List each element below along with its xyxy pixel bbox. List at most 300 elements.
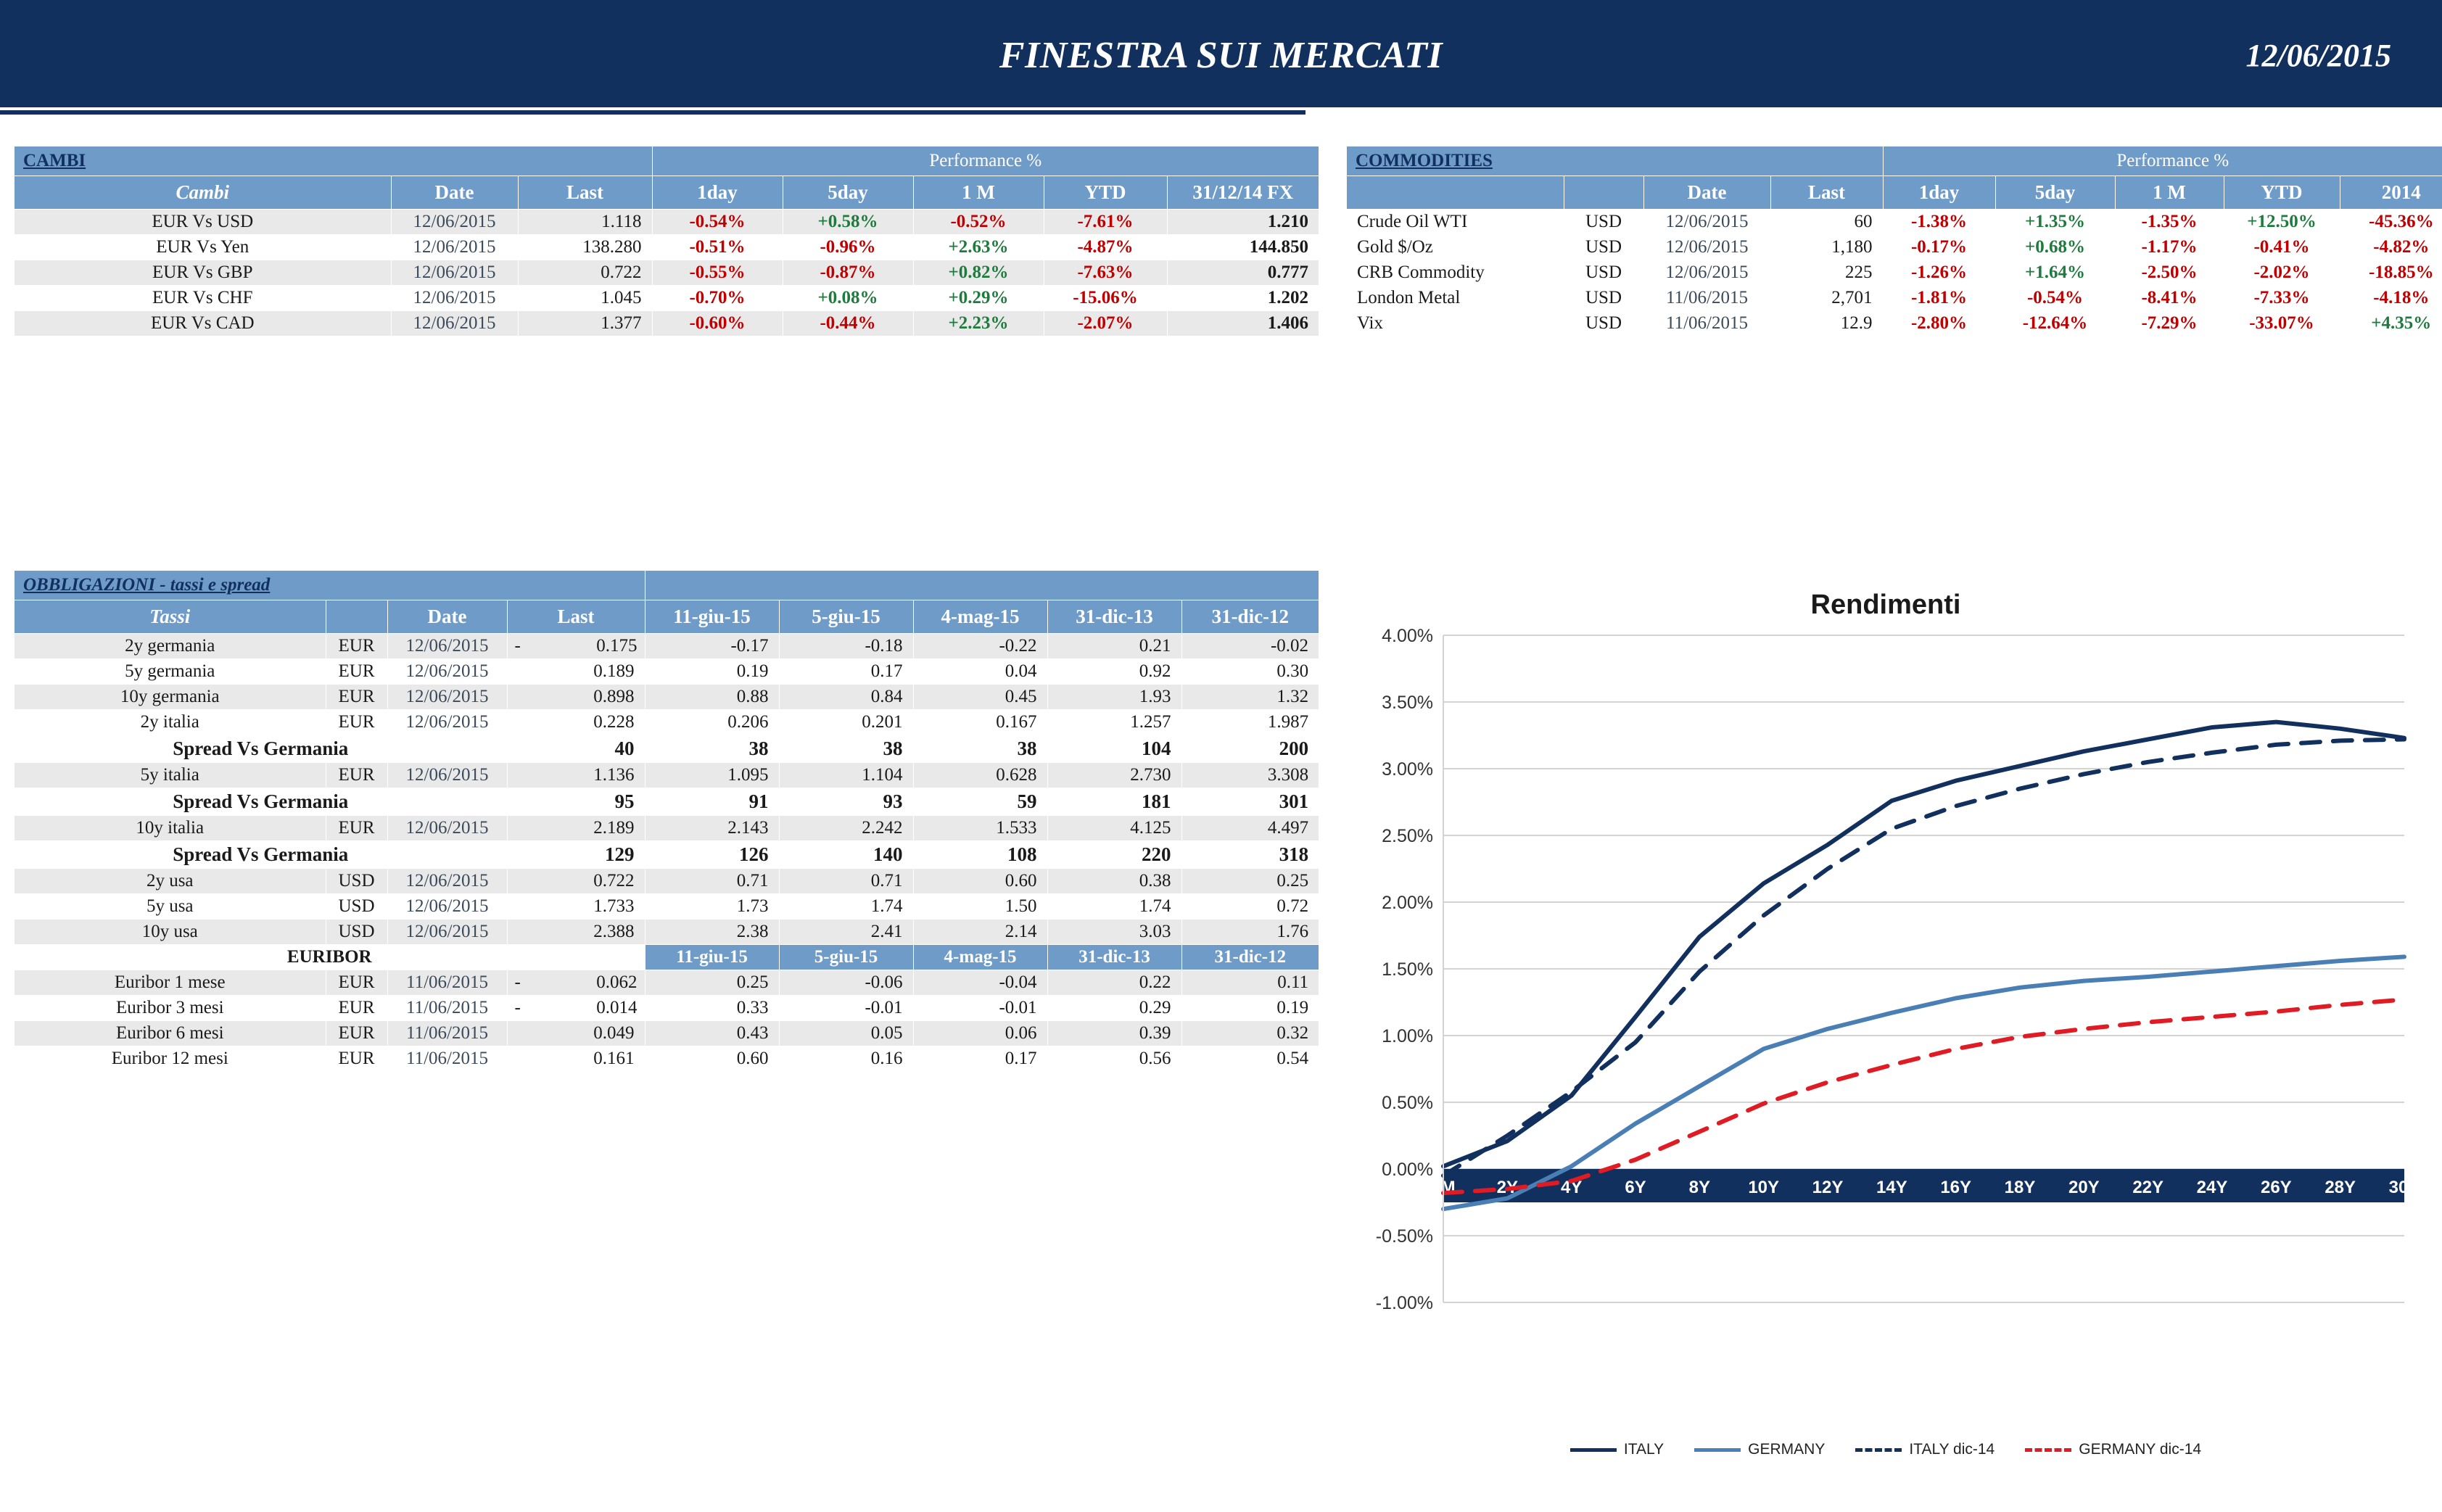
svg-text:24Y: 24Y — [2196, 1178, 2228, 1197]
cambi-row-name: EUR Vs USD — [14, 210, 391, 235]
spread-label: Spread Vs Germania — [14, 788, 507, 816]
obb-row-date: 12/06/2015 — [387, 869, 507, 894]
svg-text:26Y: 26Y — [2260, 1178, 2292, 1197]
cambi-row-1m: +0.82% — [913, 260, 1044, 286]
chart-canvas — [1345, 621, 2426, 1433]
legend-swatch-germany — [1694, 1448, 1741, 1452]
commodity-last: 2,701 — [1770, 286, 1883, 311]
cambi-col-name: Cambi — [14, 176, 391, 210]
cambi-row-fx: 1.406 — [1167, 311, 1319, 337]
obb-row-c1: -0.17 — [645, 634, 779, 659]
obb-row-c1: 0.206 — [645, 710, 779, 735]
obb-row-ccy: USD — [326, 894, 387, 920]
euribor-row-c2: 0.05 — [779, 1021, 913, 1046]
commodity-2014: -45.36% — [2340, 210, 2442, 235]
commodities-header-row — [1346, 176, 2442, 210]
euribor-row-c3: -0.04 — [913, 970, 1047, 996]
svg-text:2.00%: 2.00% — [1382, 893, 1433, 913]
table-row — [14, 970, 1319, 996]
svg-text:0.00%: 0.00% — [1382, 1160, 1433, 1180]
spread-c3: 38 — [913, 735, 1047, 763]
euribor-row-c5: 0.11 — [1181, 970, 1319, 996]
commodity-5day: -12.64% — [1995, 311, 2115, 337]
cambi-row-fx: 0.777 — [1167, 260, 1319, 286]
obb-row-c4: 3.03 — [1047, 920, 1181, 945]
table-row — [14, 816, 1319, 841]
euribor-row-c2: 0.16 — [779, 1046, 913, 1073]
euribor-row-ccy: EUR — [326, 970, 387, 996]
table-row — [14, 1046, 1319, 1073]
obb-row-c5: 1.987 — [1181, 710, 1319, 735]
euribor-row-sign: - — [514, 998, 521, 1017]
obb-row-name: 10y italia — [14, 816, 326, 841]
cambi-row-last: 0.722 — [518, 260, 652, 286]
obb-row-c4: 0.38 — [1047, 869, 1181, 894]
obb-row-last: 0.228 — [507, 710, 645, 735]
svg-text:4.00%: 4.00% — [1382, 626, 1433, 646]
cambi-row-name: EUR Vs CAD — [14, 311, 391, 337]
obb-row-name: 2y usa — [14, 869, 326, 894]
obb-row-c5: 1.32 — [1181, 685, 1319, 710]
obb-row-c5: 0.30 — [1181, 659, 1319, 685]
table-row — [14, 996, 1319, 1021]
obb-row-c3: 2.14 — [913, 920, 1047, 945]
commodity-last: 1,180 — [1770, 235, 1883, 260]
cambi-row-fx: 1.210 — [1167, 210, 1319, 235]
cambi-row-date: 12/06/2015 — [391, 260, 518, 286]
legend-item-italy-dic14 — [1855, 1441, 1995, 1458]
svg-text:4Y: 4Y — [1560, 1178, 1583, 1197]
euribor-row-c4: 0.22 — [1047, 970, 1181, 996]
commodity-1m: -8.41% — [2115, 286, 2224, 311]
obbligazioni-section — [13, 569, 1319, 1073]
euribor-row-name: Euribor 3 mesi — [14, 996, 326, 1021]
euribor-row-c4: 0.29 — [1047, 996, 1181, 1021]
obb-row-c1: 0.88 — [645, 685, 779, 710]
cambi-col-date: Date — [391, 176, 518, 210]
cambi-col-ytd: YTD — [1044, 176, 1167, 210]
table-row — [14, 920, 1319, 945]
svg-text:3.00%: 3.00% — [1382, 759, 1433, 780]
legend-item-germany-dic14 — [2025, 1441, 2201, 1458]
obb-row-c4: 0.21 — [1047, 634, 1181, 659]
commodity-ccy: USD — [1564, 260, 1643, 286]
commodities-col-5day: 5day — [1995, 176, 2115, 210]
obb-row-c2: -0.18 — [779, 634, 913, 659]
commodity-ccy: USD — [1564, 311, 1643, 337]
legend-label-germany-dic14: GERMANY dic-14 — [2079, 1441, 2202, 1458]
header-date: 12/06/2015 — [2245, 37, 2391, 73]
cambi-row-ytd: -4.87% — [1044, 235, 1167, 260]
commodities-col-ccy — [1564, 176, 1643, 210]
obb-row-c2: 0.84 — [779, 685, 913, 710]
svg-text:14Y: 14Y — [1876, 1178, 1907, 1197]
spread-last: 95 — [507, 788, 645, 816]
cambi-row-date: 12/06/2015 — [391, 210, 518, 235]
spread-c2: 38 — [779, 735, 913, 763]
commodity-last: 60 — [1770, 210, 1883, 235]
obb-row-c2: 1.74 — [779, 894, 913, 920]
obb-row-date: 12/06/2015 — [387, 685, 507, 710]
cambi-row-name: EUR Vs CHF — [14, 286, 391, 311]
commodity-name: Gold $/Oz — [1346, 235, 1564, 260]
table-row — [1346, 286, 2442, 311]
svg-text:8Y: 8Y — [1688, 1178, 1711, 1197]
euribor-row-sign: - — [514, 972, 521, 992]
svg-text:30Y: 30Y — [2388, 1178, 2420, 1197]
table-row — [1346, 235, 2442, 260]
obb-row-c2: 2.242 — [779, 816, 913, 841]
commodities-col-1day: 1day — [1883, 176, 1995, 210]
svg-text:1.50%: 1.50% — [1382, 959, 1433, 980]
obb-row-c4: 1.74 — [1047, 894, 1181, 920]
commodity-name: Crude Oil WTI — [1346, 210, 1564, 235]
cambi-performance-label: Performance % — [652, 146, 1319, 176]
cambi-row-1day: -0.54% — [652, 210, 783, 235]
legend-swatch-italy-dic14 — [1855, 1448, 1902, 1452]
obb-row-c5: 0.25 — [1181, 869, 1319, 894]
euribor-row-c5: 0.19 — [1181, 996, 1319, 1021]
obb-row-c5: 4.497 — [1181, 816, 1319, 841]
euribor-row-c4: 0.56 — [1047, 1046, 1181, 1073]
commodity-5day: -0.54% — [1995, 286, 2115, 311]
cambi-row-1day: -0.51% — [652, 235, 783, 260]
commodity-date: 11/06/2015 — [1643, 286, 1770, 311]
obb-row-c5: 0.72 — [1181, 894, 1319, 920]
obb-row-c1: 0.71 — [645, 869, 779, 894]
obbligazioni-title-filler — [645, 570, 1319, 600]
commodities-table — [1345, 145, 2442, 337]
table-row — [14, 311, 1319, 337]
commodity-1day: -0.17% — [1883, 235, 1995, 260]
obb-row-ccy: EUR — [326, 710, 387, 735]
legend-item-germany — [1694, 1441, 1825, 1458]
commodities-col-last: Last — [1770, 176, 1883, 210]
commodity-date: 12/06/2015 — [1643, 235, 1770, 260]
commodity-5day: +0.68% — [1995, 235, 2115, 260]
euribor-title: EURIBOR — [14, 945, 645, 970]
commodity-ccy: USD — [1564, 235, 1643, 260]
header-rule — [0, 110, 1305, 115]
commodities-col-1m: 1 M — [2115, 176, 2224, 210]
euribor-row-name: Euribor 6 mesi — [14, 1021, 326, 1046]
table-row — [14, 286, 1319, 311]
svg-text:2Y: 2Y — [1496, 1178, 1519, 1197]
obb-col-date: Date — [387, 600, 507, 634]
commodity-5day: +1.35% — [1995, 210, 2115, 235]
spread-c5: 200 — [1181, 735, 1319, 763]
commodity-ccy: USD — [1564, 210, 1643, 235]
obb-row-c3: 1.50 — [913, 894, 1047, 920]
spread-last: 40 — [507, 735, 645, 763]
obb-row-last — [507, 634, 645, 659]
obb-row-name: 5y usa — [14, 894, 326, 920]
obbligazioni-title-row — [14, 570, 1319, 600]
euribor-row-last-value: 0.014 — [596, 998, 638, 1017]
commodity-2014: -18.85% — [2340, 260, 2442, 286]
spread-label: Spread Vs Germania — [14, 735, 507, 763]
euribor-row-name: Euribor 12 mesi — [14, 1046, 326, 1073]
commodities-col-2014: 2014 — [2340, 176, 2442, 210]
spread-label: Spread Vs Germania — [14, 841, 507, 869]
cambi-table — [13, 145, 1320, 337]
svg-text:-0.50%: -0.50% — [1375, 1226, 1433, 1247]
commodity-1day: -1.26% — [1883, 260, 1995, 286]
cambi-row-1day: -0.55% — [652, 260, 783, 286]
legend-label-germany: GERMANY — [1748, 1441, 1826, 1458]
spread-c2: 140 — [779, 841, 913, 869]
obb-row-c4: 4.125 — [1047, 816, 1181, 841]
cambi-col-last: Last — [518, 176, 652, 210]
spread-c4: 220 — [1047, 841, 1181, 869]
euribor-row-date: 11/06/2015 — [387, 970, 507, 996]
obb-row-c3: 1.533 — [913, 816, 1047, 841]
cambi-row-1m: +2.23% — [913, 311, 1044, 337]
commodity-name: London Metal — [1346, 286, 1564, 311]
spread-row — [14, 735, 1319, 763]
legend-swatch-italy — [1570, 1448, 1617, 1452]
obb-row-c1: 1.095 — [645, 763, 779, 788]
euribor-row-last — [507, 996, 645, 1021]
spread-c4: 181 — [1047, 788, 1181, 816]
obb-row-c2: 2.41 — [779, 920, 913, 945]
table-row — [14, 210, 1319, 235]
obbligazioni-table — [13, 569, 1320, 1073]
obb-row-date: 12/06/2015 — [387, 763, 507, 788]
commodity-ytd: +12.50% — [2224, 210, 2340, 235]
commodity-last: 225 — [1770, 260, 1883, 286]
cambi-row-5day: -0.87% — [783, 260, 913, 286]
commodity-ytd: -0.41% — [2224, 235, 2340, 260]
svg-text:16Y: 16Y — [1940, 1178, 1972, 1197]
svg-text:12Y: 12Y — [1812, 1178, 1844, 1197]
spread-row — [14, 841, 1319, 869]
table-row — [14, 710, 1319, 735]
obb-row-ccy: EUR — [326, 816, 387, 841]
euribor-col-c2: 5-giu-15 — [779, 945, 913, 970]
cambi-row-5day: -0.44% — [783, 311, 913, 337]
svg-text:6Y: 6Y — [1625, 1178, 1646, 1197]
cambi-section — [13, 145, 1319, 337]
cambi-row-1m: -0.52% — [913, 210, 1044, 235]
obb-row-date: 12/06/2015 — [387, 816, 507, 841]
svg-text:18Y: 18Y — [2004, 1178, 2036, 1197]
cambi-row-date: 12/06/2015 — [391, 235, 518, 260]
table-row — [14, 235, 1319, 260]
commodities-section — [1345, 145, 2434, 337]
legend-label-italy: ITALY — [1623, 1441, 1665, 1458]
commodity-1day: -2.80% — [1883, 311, 1995, 337]
table-row — [14, 869, 1319, 894]
obb-row-c4: 1.257 — [1047, 710, 1181, 735]
table-row — [14, 894, 1319, 920]
commodity-2014: -4.18% — [2340, 286, 2442, 311]
obb-row-c4: 2.730 — [1047, 763, 1181, 788]
cambi-col-5day: 5day — [783, 176, 913, 210]
obb-col-ccy — [326, 600, 387, 634]
obb-row-c2: 0.17 — [779, 659, 913, 685]
obb-row-c1: 2.143 — [645, 816, 779, 841]
obb-row-date: 12/06/2015 — [387, 659, 507, 685]
obb-row-ccy: USD — [326, 869, 387, 894]
obb-col-tassi: Tassi — [14, 600, 326, 634]
cambi-col-1m: 1 M — [913, 176, 1044, 210]
obb-row-name: 5y italia — [14, 763, 326, 788]
euribor-row-last: 0.049 — [507, 1021, 645, 1046]
euribor-row-c1: 0.43 — [645, 1021, 779, 1046]
obb-row-last: 1.136 — [507, 763, 645, 788]
euribor-row-date: 11/06/2015 — [387, 996, 507, 1021]
commodity-1day: -1.81% — [1883, 286, 1995, 311]
spread-c4: 104 — [1047, 735, 1181, 763]
commodity-ccy: USD — [1564, 286, 1643, 311]
euribor-row-last: 0.161 — [507, 1046, 645, 1073]
euribor-row-name: Euribor 1 mese — [14, 970, 326, 996]
svg-text:3.50%: 3.50% — [1382, 693, 1433, 713]
commodity-1day: -1.38% — [1883, 210, 1995, 235]
table-row — [14, 685, 1319, 710]
obb-row-name: 2y italia — [14, 710, 326, 735]
commodity-2014: +4.35% — [2340, 311, 2442, 337]
cambi-title: CAMBI — [14, 146, 652, 176]
commodity-date: 12/06/2015 — [1643, 260, 1770, 286]
cambi-col-fx: 31/12/14 FX — [1167, 176, 1319, 210]
obb-row-name: 2y germania — [14, 634, 326, 659]
cambi-row-last: 1.118 — [518, 210, 652, 235]
obb-row-last: 0.898 — [507, 685, 645, 710]
obb-row-last: 2.189 — [507, 816, 645, 841]
euribor-row-c4: 0.39 — [1047, 1021, 1181, 1046]
euribor-row-last-value: 0.062 — [596, 972, 638, 992]
obb-row-c3: 0.167 — [913, 710, 1047, 735]
commodities-col-date: Date — [1643, 176, 1770, 210]
cambi-row-1day: -0.70% — [652, 286, 783, 311]
obb-row-last: 0.189 — [507, 659, 645, 685]
obb-row-c1: 2.38 — [645, 920, 779, 945]
spread-c1: 91 — [645, 788, 779, 816]
obb-row-ccy: EUR — [326, 634, 387, 659]
obb-row-c3: -0.22 — [913, 634, 1047, 659]
obb-row-name: 5y germania — [14, 659, 326, 685]
commodity-name: CRB Commodity — [1346, 260, 1564, 286]
obb-row-c5: -0.02 — [1181, 634, 1319, 659]
commodity-1m: -1.35% — [2115, 210, 2224, 235]
spread-c5: 318 — [1181, 841, 1319, 869]
obb-row-c3: 0.60 — [913, 869, 1047, 894]
commodities-col-name — [1346, 176, 1564, 210]
table-row — [14, 659, 1319, 685]
commodities-title-row — [1346, 146, 2442, 176]
obb-col-c5: 31-dic-12 — [1181, 600, 1319, 634]
obb-row-c2: 0.201 — [779, 710, 913, 735]
euribor-col-c5: 31-dic-12 — [1181, 945, 1319, 970]
obb-row-c3: 0.04 — [913, 659, 1047, 685]
obbligazioni-title: OBBLIGAZIONI - tassi e spread — [14, 570, 645, 600]
cambi-row-ytd: -7.63% — [1044, 260, 1167, 286]
cambi-row-5day: +0.58% — [783, 210, 913, 235]
svg-text:3M: 3M — [1431, 1178, 1456, 1197]
commodity-date: 12/06/2015 — [1643, 210, 1770, 235]
spread-c1: 38 — [645, 735, 779, 763]
obb-row-c3: 0.628 — [913, 763, 1047, 788]
obbligazioni-header-row — [14, 600, 1319, 634]
euribor-row-c1: 0.60 — [645, 1046, 779, 1073]
euribor-col-c3: 4-mag-15 — [913, 945, 1047, 970]
cambi-row-1day: -0.60% — [652, 311, 783, 337]
euribor-row-last — [507, 970, 645, 996]
euribor-row-ccy: EUR — [326, 1021, 387, 1046]
cambi-row-ytd: -7.61% — [1044, 210, 1167, 235]
commodity-last: 12.9 — [1770, 311, 1883, 337]
obb-row-ccy: USD — [326, 920, 387, 945]
commodities-performance-label: Performance % — [1883, 146, 2442, 176]
svg-text:-1.00%: -1.00% — [1375, 1293, 1433, 1313]
commodity-5day: +1.64% — [1995, 260, 2115, 286]
cambi-row-last: 138.280 — [518, 235, 652, 260]
obb-row-c2: 1.104 — [779, 763, 913, 788]
obb-row-date: 12/06/2015 — [387, 894, 507, 920]
obb-row-sign: - — [514, 636, 521, 656]
obb-row-c3: 0.45 — [913, 685, 1047, 710]
obb-col-last: Last — [507, 600, 645, 634]
obb-row-last: 0.722 — [507, 869, 645, 894]
table-row — [14, 1021, 1319, 1046]
commodity-name: Vix — [1346, 311, 1564, 337]
svg-text:10Y: 10Y — [1748, 1178, 1780, 1197]
commodity-2014: -4.82% — [2340, 235, 2442, 260]
svg-text:0.50%: 0.50% — [1382, 1093, 1433, 1113]
euribor-row-c3: 0.17 — [913, 1046, 1047, 1073]
cambi-row-5day: +0.08% — [783, 286, 913, 311]
commodities-col-ytd: YTD — [2224, 176, 2340, 210]
obb-row-last-value: 0.175 — [596, 636, 638, 656]
legend-label-italy-dic14: ITALY dic-14 — [1909, 1441, 1995, 1458]
obb-row-date: 12/06/2015 — [387, 634, 507, 659]
euribor-row-c5: 0.54 — [1181, 1046, 1319, 1073]
spread-row — [14, 788, 1319, 816]
obb-col-c2: 5-giu-15 — [779, 600, 913, 634]
table-row — [14, 634, 1319, 659]
obb-row-c4: 1.93 — [1047, 685, 1181, 710]
euribor-row-c2: -0.01 — [779, 996, 913, 1021]
spread-c1: 126 — [645, 841, 779, 869]
legend-swatch-germany-dic14 — [2025, 1448, 2071, 1452]
cambi-row-date: 12/06/2015 — [391, 311, 518, 337]
table-row — [1346, 311, 2442, 337]
euribor-row-date: 11/06/2015 — [387, 1046, 507, 1073]
spread-c3: 108 — [913, 841, 1047, 869]
svg-text:22Y: 22Y — [2132, 1178, 2164, 1197]
cambi-header-row — [14, 176, 1319, 210]
cambi-row-fx: 144.850 — [1167, 235, 1319, 260]
cambi-row-ytd: -15.06% — [1044, 286, 1167, 311]
table-row — [1346, 260, 2442, 286]
obb-row-c5: 3.308 — [1181, 763, 1319, 788]
commodities-title: COMMODITIES — [1346, 146, 1883, 176]
cambi-row-last: 1.045 — [518, 286, 652, 311]
obb-col-c4: 31-dic-13 — [1047, 600, 1181, 634]
obb-col-c1: 11-giu-15 — [645, 600, 779, 634]
obb-row-c1: 1.73 — [645, 894, 779, 920]
chart-title: Rendimenti — [1810, 590, 1961, 620]
cambi-row-last: 1.377 — [518, 311, 652, 337]
rendimenti-chart — [1345, 569, 2426, 1497]
obb-row-ccy: EUR — [326, 763, 387, 788]
obb-row-c2: 0.71 — [779, 869, 913, 894]
commodity-ytd: -2.02% — [2224, 260, 2340, 286]
spread-c3: 59 — [913, 788, 1047, 816]
obb-row-c1: 0.19 — [645, 659, 779, 685]
